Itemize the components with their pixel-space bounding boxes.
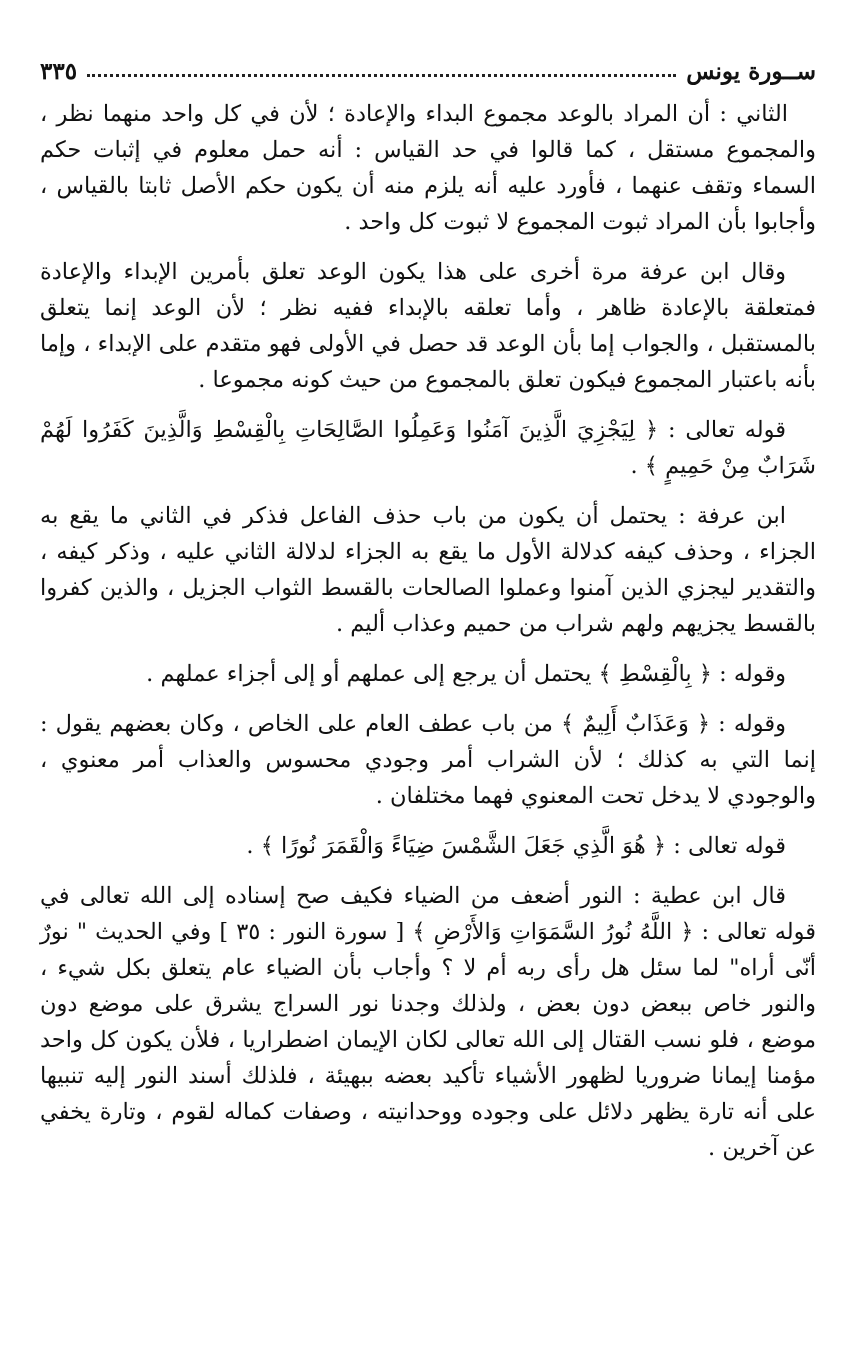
surah-title: ســورة يونس xyxy=(686,58,816,85)
paragraph: وقال ابن عرفة مرة أخرى على هذا يكون الوعد تعلق بأمرين الإبداء والإعادة فمتعلقة بالإعادة ظاهر ، وأما تعلقه بالإبداء ففيه نظر ؛ لأن الوعد إنما يتعلق بالمستقبل ، والجواب إما بأن الوعد قد حصل في الأولى فهو متقدم على الإبداء ، وإما بأنه باعتبار المجموع فيكون تعلق بالمجموع من حيث كونه مجموعا . xyxy=(40,259,816,393)
header-dotted-leader xyxy=(87,74,676,77)
paragraph: ابن عرفة : يحتمل أن يكون من باب حذف الفاعل فذكر في الثاني ما يقع به الجزاء ، وحذف كيفه كدلالة الأول ما يقع به الجزاء لدلالة الثاني عليه ، وذكر كيفه ، والتقدير ليجزي الذين آمنوا وعملوا الصالحات بالقسط الثواب الجزيل ، والذين كفروا بالقسط يجزيهم ولهم شراب من حميم وعذاب أليم . xyxy=(40,503,816,637)
paragraph: وقوله : ﴿ بِالْقِسْطِ ﴾ يحتمل أن يرجع إلى عملهم أو إلى أجزاء عملهم . xyxy=(146,661,786,687)
page-header xyxy=(40,58,816,85)
page-body xyxy=(40,96,816,1180)
page-number: ٣٣٥ xyxy=(40,58,78,85)
paragraph: الثاني : أن المراد بالوعد مجموع البداء والإعادة ؛ لأن في كل واحد منهما نظر ، والمجموع مستقل ، كما قالوا في حد القياس : أنه حمل معلوم في إثبات حكم السماء وتقف عنهما ، فأورد عليه أنه يلزم منه أن يكون حكم الأصل ثابتا بالقياس ، وأجابوا بأن المراد ثبوت المجموع لا ثبوت كل واحد . xyxy=(40,101,816,235)
paragraph: وقوله : ﴿ وَعَذَابٌ أَلِيمٌ ﴾ من باب عطف العام على الخاص ، وكان بعضهم يقول : إنما التي به كذلك ؛ لأن الشراب أمر وجودي محسوس والعذاب أمر معنوي ، والوجودي لا يدخل تحت المعنوي فهما مختلفان . xyxy=(40,711,816,809)
paragraph: قوله تعالى : ﴿ هُوَ الَّذِي جَعَلَ الشَّمْسَ ضِيَاءً وَالْقَمَرَ نُورًا ﴾ . xyxy=(246,833,786,859)
paragraph: قال ابن عطية : النور أضعف من الضياء فكيف صح إسناده إلى الله تعالى في قوله تعالى : ﴿ اللَّهُ نُورُ السَّمَوَاتِ وَالأَرْضِ ﴾ [ سورة النور : ٣٥ ] وفي الحديث " نورٌ أنّى أراه" لما سئل هل رأى ربه أم لا ؟ وأجاب بأن الضياء عام يتعلق بكل شيء ، والنور خاص ببعض دون بعض ، ولذلك وجدنا نور السراج يشرق على موضع دون موضع ، فلو نسب القتال إلى الله تعالى لكان الإيمان اضطراريا ، فلأن يكون كل واحد مؤمنا إيمانا ضروريا لظهور الأشياء تأكيد بعضه ببهيئة ، فلذلك أسند النور إليه تنبيها على أنه تارة يظهر دلائل على وجوده ووحدانيته ، وصفات كماله لقوم ، وتارة يخفي عن آخرين . xyxy=(40,883,817,1161)
paragraph: قوله تعالى : ﴿ لِيَجْزِيَ الَّذِينَ آمَنُوا وَعَمِلُوا الصَّالِحَاتِ بِالْقِسْطِ وَالَّذِينَ كَفَرُوا لَهُمْ شَرَابٌ مِنْ حَمِيمٍ ﴾ . xyxy=(40,417,816,479)
